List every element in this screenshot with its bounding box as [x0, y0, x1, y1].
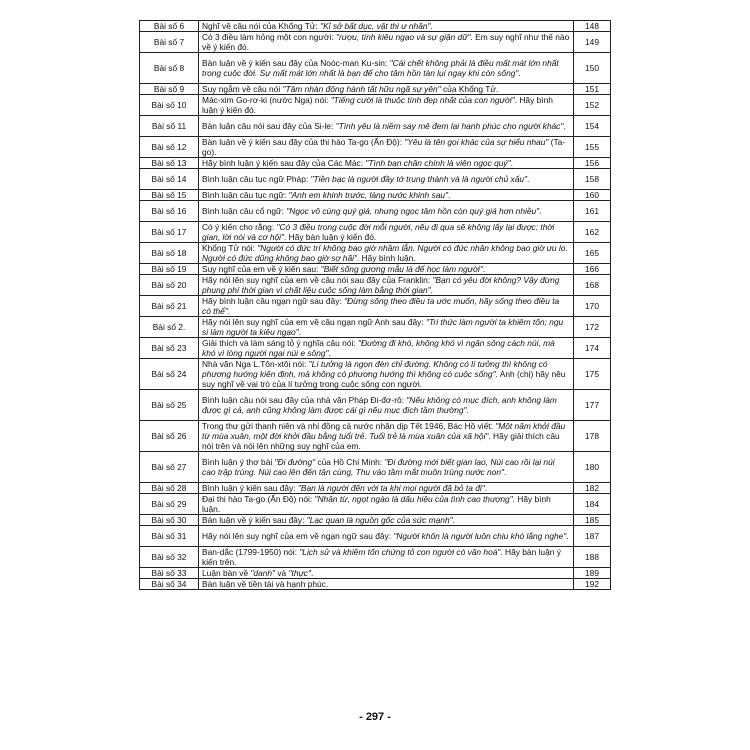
lesson-title [199, 137, 574, 158]
toc-row [140, 547, 611, 568]
title-text: Khổng Tử nói: [202, 243, 258, 253]
title-text: Mác-xim Go-rơ-ki (nước Nga) nói: [202, 95, 331, 105]
quote-text: "Bạn là người đến với ta khi mọi người đã bỏ ta đi" [297, 483, 485, 493]
page-ref: 161 [574, 201, 611, 222]
title-text: . [518, 68, 521, 78]
page-ref: 175 [574, 359, 611, 390]
page-ref: 165 [574, 243, 611, 264]
toc-row [140, 264, 611, 275]
title-text: . [466, 405, 469, 415]
title-text: Ban-dắc (1799-1950) nói: [202, 547, 300, 557]
lesson-number: Bài số 17 [140, 222, 199, 243]
title-text: . Hãy bình luận. [356, 253, 416, 263]
quote-text: "Tiền bạc là người đầy tớ trung thành và là người chủ xấu" [310, 174, 528, 184]
lesson-number: Bài số 27 [140, 452, 199, 483]
quote-text: "Một năm khởi đầu từ mùa xuân, một đời khởi đầu bằng tuổi trẻ. Tuổi trẻ là mùa xuân của xã hội" [202, 421, 566, 441]
page-ref: 184 [574, 494, 611, 515]
title-text: Hãy nói lên suy nghĩ của em về câu nói sau đây của Franklin: [202, 275, 433, 285]
lesson-title [199, 568, 574, 579]
lesson-number: Bài số 26 [140, 421, 199, 452]
lesson-number: Bài số 29 [140, 494, 199, 515]
page-ref: 182 [574, 483, 611, 494]
lesson-title [199, 53, 574, 84]
page-ref: 152 [574, 95, 611, 116]
lesson-number: Bài số 30 [140, 515, 199, 526]
quote-text: "Yêu là tên gọi khác của sự hiểu nhau" [404, 137, 549, 147]
toc-row [140, 275, 611, 296]
lesson-title [199, 21, 574, 32]
quote-text: "Tri thức làm người ta khiêm tốn; ngu si làm người ta kiêu ngạo" [202, 317, 564, 337]
title-text: Bình luận ý kiến sau đây: [202, 483, 298, 493]
page-ref: 150 [574, 53, 611, 84]
quote-text: "Đi đường" [274, 457, 316, 467]
lesson-title [199, 158, 574, 169]
page-ref: 158 [574, 169, 611, 190]
quote-text: "Ngọc vô cùng quý giá, nhưng ngọc tâm hồn còn quý giá hơn nhiều" [286, 206, 540, 216]
lesson-title [199, 190, 574, 201]
page-ref: 192 [574, 579, 611, 590]
page-ref: 149 [574, 32, 611, 53]
title-text: Bàn luận về ý kiến sau đây của Noóc-man Ku-sin: [202, 58, 390, 68]
page-ref: 172 [574, 317, 611, 338]
lesson-title [199, 338, 574, 359]
lesson-number: Bài số 19 [140, 264, 199, 275]
lesson-title [199, 169, 574, 190]
quote-text: "Anh em khinh trước, làng nước khinh sau" [288, 190, 448, 200]
quote-text: "Đừng sống theo điều ta ước muốn, hãy sống theo điều ta có thể" [202, 296, 560, 316]
title-text: . [482, 264, 486, 274]
quote-text: "Có 3 điều trong cuộc đời mỗi người, nếu đi qua sẽ không lấy lại được: thời gian, lời nói và cơ hội" [202, 222, 555, 242]
title-text: Hãy nói lên suy nghĩ của em về câu ngạn ngữ Anh sau đây: [202, 317, 426, 327]
lesson-title [199, 515, 574, 526]
page-ref: 168 [574, 275, 611, 296]
title-text: . Anh (chị) hãy nêu suy nghĩ về vai trò của lí tưởng trong cuộc sống con người. [202, 369, 566, 389]
quote-text: "rượu, tính kiêu ngạo và sự giận dữ" [336, 32, 471, 42]
lesson-title [199, 201, 574, 222]
toc-row [140, 338, 611, 359]
lesson-title [199, 547, 574, 568]
quote-text: "Đường đi khó, không khó vì ngăn sông cách núi, mà khó vì lòng người ngại núi e sông" [202, 338, 555, 358]
toc-row [140, 53, 611, 84]
title-text: và [275, 568, 289, 578]
page-ref: 148 [574, 21, 611, 32]
page-ref: 174 [574, 338, 611, 359]
title-text: Bàn luận về tiền tài và hạnh phúc. [202, 579, 329, 589]
title-text: . [227, 306, 231, 316]
table-of-contents [139, 20, 611, 590]
quote-text: "Lịch sử và khiêm tốn chứng tỏ con người có văn hoá" [299, 547, 501, 557]
lesson-number: Bài số 32 [140, 547, 199, 568]
title-text: . [452, 515, 455, 525]
lesson-number: Bài số 25 [140, 390, 199, 421]
toc-row [140, 243, 611, 264]
page-ref: 188 [574, 547, 611, 568]
title-text: Giải thích và làm sáng tỏ ý nghĩa câu nói: [202, 338, 358, 348]
title-text: . [310, 568, 314, 578]
lesson-title [199, 95, 574, 116]
title-text: Đại thi hào Ta-go (Ấn Độ) nói: [202, 494, 315, 504]
quote-text: "Nếu không có mục đích, anh không làm được gì cả, anh cũng không làm được cái gì nếu mục đích tầm thường" [202, 395, 557, 415]
page-ref: 155 [574, 137, 611, 158]
quote-text: "Tình yêu là niềm say mê đem lại hạnh phúc cho người khác" [335, 121, 564, 131]
toc-body [140, 21, 611, 590]
title-text: . Em suy nghĩ như thế nào về ý kiến đó. [202, 32, 570, 52]
lesson-number: Bài số 15 [140, 190, 199, 201]
toc-row [140, 169, 611, 190]
lesson-number: Bài số 10 [140, 95, 199, 116]
title-text: . [328, 348, 331, 358]
quote-text: "Cái chết không phải là điều mất mát lớn nhất trong cuộc đời. Sự mất mát lớn nhất là bạn để cho tâm hồn tàn lụi ngay khi còn sống" [202, 58, 559, 78]
page-ref: 151 [574, 84, 611, 95]
quote-text: "thực" [288, 568, 311, 578]
title-text: Suy ngẫm về câu nói [202, 84, 283, 94]
quote-text: "Lí tưởng là ngọn đèn chỉ đường. Không có lí tưởng thì không có phương hướng kiên định, mà không có phương hướng thì không có cuộc sống" [202, 359, 548, 379]
toc-row [140, 32, 611, 53]
title-text: . [504, 467, 507, 477]
toc-row [140, 317, 611, 338]
quote-text: "Lạc quan là nguồn gốc của sức mạnh" [306, 515, 453, 525]
lesson-title [199, 84, 574, 95]
title-text: Bình luận ý thơ bài [202, 457, 275, 467]
page-ref: 160 [574, 190, 611, 201]
lesson-number: Bài số 2. [140, 317, 199, 338]
title-text: . Hãy giải thích câu nói trên và nói lên những suy nghĩ của em. [202, 431, 560, 451]
page-ref: 154 [574, 116, 611, 137]
lesson-title [199, 243, 574, 264]
lesson-title [199, 275, 574, 296]
lesson-number: Bài số 14 [140, 169, 199, 190]
lesson-title [199, 526, 574, 547]
title-text: Có ý kiến cho rằng: [202, 222, 277, 232]
title-text: . [298, 327, 302, 337]
toc-row [140, 421, 611, 452]
quote-text: "danh" [250, 568, 276, 578]
page-ref: 185 [574, 515, 611, 526]
title-text: Hãy bình luận câu ngạn ngữ sau đây: [202, 296, 345, 306]
lesson-number: Bài số 8 [140, 53, 199, 84]
title-text: Trong thư gửi thanh niên và nhi đồng cả nước nhân dịp Tết 1946, Bác Hồ viết: [202, 421, 496, 431]
lesson-number: Bài số 20 [140, 275, 199, 296]
lesson-title [199, 390, 574, 421]
title-text: . [430, 285, 433, 295]
title-text: . Hãy bình luận. [202, 494, 551, 514]
title-text: Bình luận câu nói sau đây của nhà văn Pháp Đi-đơ-rô: [202, 395, 407, 405]
lesson-title [199, 494, 574, 515]
title-text: Bàn luận về ý kiến sau đây: [202, 515, 307, 525]
lesson-title [199, 452, 574, 483]
toc-row [140, 515, 611, 526]
toc-row [140, 137, 611, 158]
quote-text: "Nhân từ, ngọt ngào là dấu hiệu của tình cao thượng" [314, 494, 513, 504]
title-text: Bàn luận về ý kiến sau đây của thi hào Ta-go (Ấn Độ): [202, 137, 405, 147]
title-text: Nghĩ về câu nói của Khổng Tử: [202, 21, 321, 31]
quote-text: "Tiếng cười là thuộc tính đẹp nhất của con người" [330, 95, 515, 105]
toc-row [140, 526, 611, 547]
title-text: Hãy nói lên suy nghĩ của em về ngạn ngữ sau đây: [202, 531, 394, 541]
lesson-number: Bài số 31 [140, 526, 199, 547]
title-text: của Khổng Tử. [440, 84, 499, 94]
page-ref: 187 [574, 526, 611, 547]
toc-row [140, 158, 611, 169]
title-text: . [510, 158, 513, 168]
toc-row [140, 201, 611, 222]
title-text: . Hãy bàn luận ý kiến trên. [202, 547, 561, 567]
toc-row [140, 359, 611, 390]
lesson-number: Bài số 21 [140, 296, 199, 317]
page-ref: 170 [574, 296, 611, 317]
page-ref: 156 [574, 158, 611, 169]
toc-row [140, 21, 611, 32]
quote-text: "Kỉ sở bất dục, vật thi ư nhân" [320, 21, 431, 31]
page-ref: 180 [574, 452, 611, 483]
page-ref: 189 [574, 568, 611, 579]
lesson-number: Bài số 13 [140, 158, 199, 169]
lesson-number: Bài số 9 [140, 84, 199, 95]
page-ref: 166 [574, 264, 611, 275]
title-text: . Hãy bàn luận ý kiến đó. [284, 232, 377, 242]
title-text: . Hãy bình luận ý kiến đó. [202, 95, 553, 115]
lesson-title [199, 116, 574, 137]
page-ref: 178 [574, 421, 611, 452]
toc-row [140, 222, 611, 243]
toc-row [140, 494, 611, 515]
toc-row [140, 390, 611, 421]
title-text: Bình luận câu tục ngữ: [202, 190, 289, 200]
toc-row [140, 296, 611, 317]
lesson-number: Bài số 18 [140, 243, 199, 264]
toc-row [140, 84, 611, 95]
title-text: . [527, 174, 530, 184]
toc-row [140, 190, 611, 201]
quote-text: "Đi đường mới biết gian lao, Núi cao rồi lại núi cao trập trùng. Núi cao lên đến tận cùng, Thu vào tầm mắt muôn trùng nước non" [202, 457, 555, 477]
quote-text: "Người có đức trí không bao giờ nhầm lẫn. Người có đức nhân không bao giờ ưu lo. Người có đức dũng không bao giờ sợ hãi" [202, 243, 568, 263]
title-text: của Hồ Chí Minh: [315, 457, 385, 467]
title-text: Suy nghĩ của em về ý kiến sau: [202, 264, 321, 274]
title-text: . [566, 531, 569, 541]
toc-row [140, 568, 611, 579]
page-number: - 297 - [359, 711, 391, 723]
lesson-number: Bài số 24 [140, 359, 199, 390]
quote-text: "Người khôn là người luôn chịu khó lắng nghe" [393, 531, 567, 541]
lesson-number: Bài số 7 [140, 32, 199, 53]
title-text: Hãy bình luận ý kiến sau đây của Các Mác: [202, 158, 366, 168]
title-text: Nhà văn Nga L.Tôn-xtôi nói: [202, 359, 309, 369]
lesson-number: Bài số 28 [140, 483, 199, 494]
lesson-title [199, 421, 574, 452]
lesson-number: Bài số 33 [140, 568, 199, 579]
lesson-number: Bài số 23 [140, 338, 199, 359]
lesson-title [199, 483, 574, 494]
lesson-title [199, 264, 574, 275]
lesson-number: Bài số 11 [140, 116, 199, 137]
lesson-title [199, 359, 574, 390]
quote-text: "Tình bạn chân chính là viên ngọc quý" [365, 158, 511, 168]
lesson-title [199, 579, 574, 590]
toc-row [140, 579, 611, 590]
title-text: (Ta-go). [202, 137, 566, 157]
toc-row [140, 95, 611, 116]
title-text: Luận bàn về [202, 568, 251, 578]
title-text: . [448, 190, 451, 200]
title-text: . [430, 21, 433, 31]
page-ref: 177 [574, 390, 611, 421]
lesson-title [199, 32, 574, 53]
lesson-number: Bài số 16 [140, 201, 199, 222]
quote-text: "Bạn có yêu đời không? Vậy đừng phung phí thời gian vì chất liệu cuộc sống làm bằng thời gian" [202, 275, 560, 295]
title-text: . [484, 483, 488, 493]
toc-row [140, 483, 611, 494]
title-text: Bình luận câu tục ngữ Pháp: [202, 174, 311, 184]
toc-row [140, 452, 611, 483]
title-text: . [563, 121, 566, 131]
quote-text: "Tâm nhàn động hành tất hữu ngã sự yên" [282, 84, 441, 94]
lesson-number: Bài số 12 [140, 137, 199, 158]
toc-row [140, 116, 611, 137]
lesson-number: Bài số 34 [140, 579, 199, 590]
title-text: Bàn luận câu nói sau đây của Si-le: [202, 121, 336, 131]
lesson-title [199, 222, 574, 243]
lesson-title [199, 296, 574, 317]
lesson-number: Bài số 6 [140, 21, 199, 32]
lesson-title [199, 317, 574, 338]
title-text: . [539, 206, 542, 216]
title-text: Có 3 điều làm hỏng một con người: [202, 32, 337, 42]
title-text: Bình luận câu cổ ngữ: [202, 206, 287, 216]
quote-text: "Biết sống gương mẫu là để học làm người" [320, 264, 483, 274]
page-ref: 162 [574, 222, 611, 243]
